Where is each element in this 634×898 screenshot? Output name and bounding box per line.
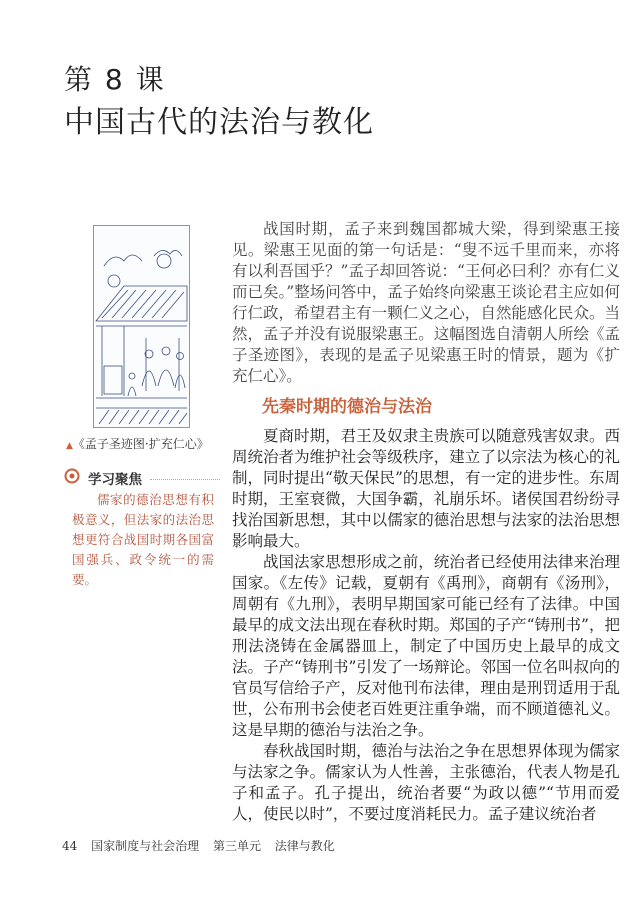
unit-title: 法律与教化 [274, 839, 335, 853]
book-title: 国家制度与社会治理 [91, 839, 200, 853]
paragraph: 春秋战国时期，德治与法治之争在思想界体现为儒家与法家之争。儒家认为人性善，主张德治，代表人物是孔子和孟子。孔子提出，统治者要“为政以德”“节用而爱人，使民以时”，不要过度消耗民力。孟子建议统治者 [232, 742, 620, 823]
target-icon [64, 468, 80, 488]
unit-label: 第三单元 [212, 839, 261, 853]
triangle-marker-icon: ▲ [66, 441, 73, 451]
lesson-title: 中国古代的法治与教化 [64, 105, 374, 140]
intro-text: 战国时期，孟子来到魏国都城大梁，得到梁惠王接见。梁惠王见面的第一句话是：“叟不远千里而来，亦将有以利吾国乎？”孟子却回答说：“王何必曰利？亦有仁义而已矣。”整场问答中，孟子始终向梁惠王谈论君主应如何行仁政，希望君主有一颗仁义之心，自然能感化民众。当然，孟子并没有说服梁惠王。这幅图选自清朝人所绘《孟子圣迹图》，表现的是孟子见梁惠王时的情景，题为《扩充仁心》。 [232, 220, 620, 385]
intro-paragraph [232, 219, 620, 387]
paragraph: 夏商时期，君王及奴隶主贵族可以随意残害奴隶。西周统治者为维护社会等级秩序，建立了以宗法为核心的礼制，同时提出“敬天保民”的思想，有一定的进步性。东周时期，王室衰微，大国争霸，礼崩乐坏。诸侯国君纷纷寻找治国新思想，其中以儒家的德治思想与法家的法治思想影响最大。 [232, 427, 620, 550]
mencius-illustration [93, 225, 190, 428]
caption-text: 《孟子圣迹图·扩充仁心》 [72, 437, 209, 451]
study-focus-text: 儒家的德治思想有积极意义，但法家的法治思想更符合战国时期各国富国强兵、政令统一的需要。 [72, 492, 214, 587]
page-footer [62, 838, 345, 854]
paragraph: 战国法家思想形成之前，统治者已经使用法律来治理国家。《左传》记载，夏朝有《禹刑》，商朝有《汤刑》，周朝有《九刑》，表明早期国家可能已经有了法律。中国最早的成文法出现在春秋时期。郑国的子产“铸刑书”，把刑法浇铸在金属器皿上，制定了中国历史上最早的成文法。子产“铸刑书”引发了一场辩论。邻国一位名叫叔向的官员写信给子产，反对他刊布法律，理由是刑罚适用于乱世，公布刑书会使老百姓更注重争端，而不顾道德礼义。这是早期的德治与法治之争。 [232, 553, 620, 739]
study-focus-heading: 学习聚焦 [88, 472, 142, 488]
study-focus-header [64, 468, 220, 488]
figure-caption [66, 436, 222, 454]
section-heading: 先秦时期的德治与法治 [262, 397, 432, 417]
section-body [232, 426, 620, 825]
lesson-number: 第 8 课 [64, 63, 166, 96]
page-number: 44 [62, 839, 78, 853]
dotted-divider [150, 479, 220, 480]
